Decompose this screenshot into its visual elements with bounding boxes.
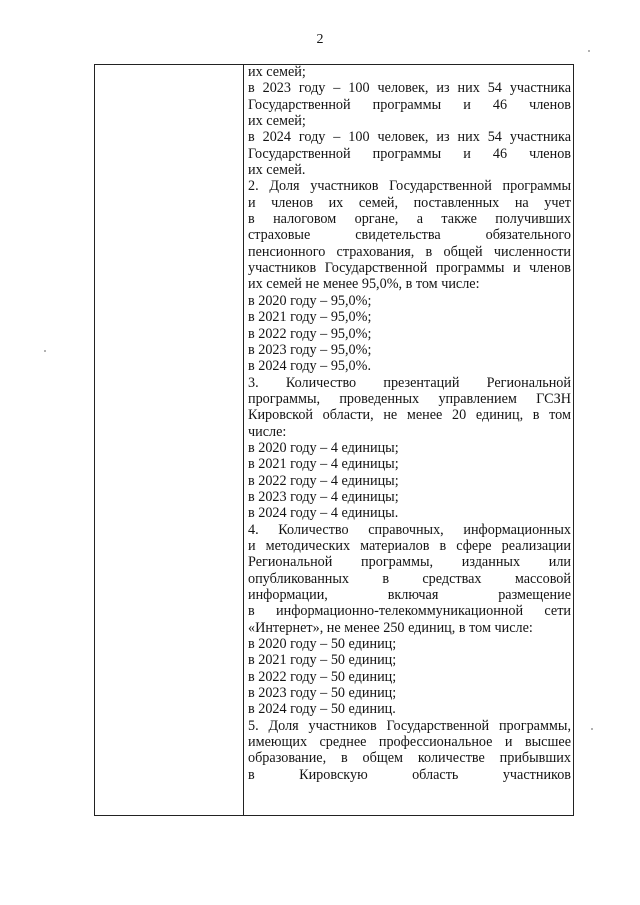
text-line: в 2023 году – 100 человек, из них 54 участника: [248, 80, 571, 97]
text-line: в 2020 году – 50 единиц;: [248, 636, 397, 653]
text-line: их семей.: [248, 162, 306, 179]
text-line: Региональной программы, изданных или: [248, 554, 571, 571]
page-number: 2: [316, 32, 324, 47]
text-line: образование, в общем количестве прибывших: [248, 750, 571, 767]
text-line: в 2024 году – 4 единицы.: [248, 505, 399, 522]
text-line: опубликованных в средствах массовой: [248, 570, 571, 587]
text-line: в 2020 году – 4 единицы;: [248, 439, 399, 456]
text-line: в 2021 году – 95,0%;: [248, 309, 372, 326]
left-column-cell: [95, 65, 243, 815]
text-line: пенсионного страхования, в общей численности: [248, 243, 571, 260]
text-line: 4. Количество справочных, информационных: [248, 521, 571, 538]
text-line: имеющих среднее профессиональное и высшее: [248, 734, 571, 751]
text-line: в 2024 году – 100 человек, из них 54 участника: [248, 129, 571, 146]
text-line: в 2024 году – 50 единиц.: [248, 701, 396, 718]
text-line: в 2021 году – 50 единиц;: [248, 652, 397, 669]
text-line: в 2022 году – 50 единиц;: [248, 668, 397, 685]
right-column-text: [248, 64, 571, 783]
text-line: их семей;: [248, 113, 306, 130]
text-line: в Кировскую область участников: [248, 766, 571, 783]
text-line: в 2022 году – 95,0%;: [248, 325, 372, 342]
text-line: в 2020 году – 95,0%;: [248, 292, 372, 309]
text-line: Государственной программы и 46 членов: [248, 96, 571, 113]
scan-speck: [591, 728, 593, 730]
scan-speck: [44, 350, 46, 352]
text-line: и методических материалов в сфере реализации: [248, 537, 571, 554]
text-line: в 2022 году – 4 единицы;: [248, 472, 399, 489]
text-line: «Интернет», не менее 250 единиц, в том числе:: [248, 619, 533, 636]
text-line: в 2023 году – 95,0%;: [248, 341, 372, 358]
text-line: в налоговом органе, а также получивших: [248, 211, 571, 228]
text-line: участников Государственной программы и членов: [248, 260, 571, 277]
text-line: и членов их семей, поставленных на учет: [248, 194, 571, 211]
text-line: информации, включая размещение: [248, 587, 571, 603]
text-line: 3. Количество презентаций Региональной: [248, 374, 571, 391]
text-line: страховые свидетельства обязательного: [248, 227, 571, 244]
text-line: числе:: [248, 423, 287, 440]
text-line: их семей не менее 95,0%, в том числе:: [248, 276, 480, 293]
text-line: их семей;: [248, 64, 306, 80]
text-line: Кировской области, не менее 20 единиц, в том: [248, 407, 571, 424]
text-line: в информационно-телекоммуникационной сети: [248, 603, 571, 620]
text-line: Государственной программы и 46 членов: [248, 145, 571, 162]
text-line: в 2021 году – 4 единицы;: [248, 456, 399, 473]
text-line: программы, проведенных управлением ГСЗН: [248, 390, 571, 407]
text-line: в 2023 году – 4 единицы;: [248, 488, 399, 505]
text-line: в 2023 году – 50 единиц;: [248, 685, 397, 702]
scan-speck: [588, 50, 590, 52]
text-line: 2. Доля участников Государственной программы: [248, 178, 571, 195]
text-line: 5. Доля участников Государственной программы,: [248, 717, 571, 734]
text-line: в 2024 году – 95,0%.: [248, 358, 372, 375]
column-divider: [243, 64, 244, 816]
